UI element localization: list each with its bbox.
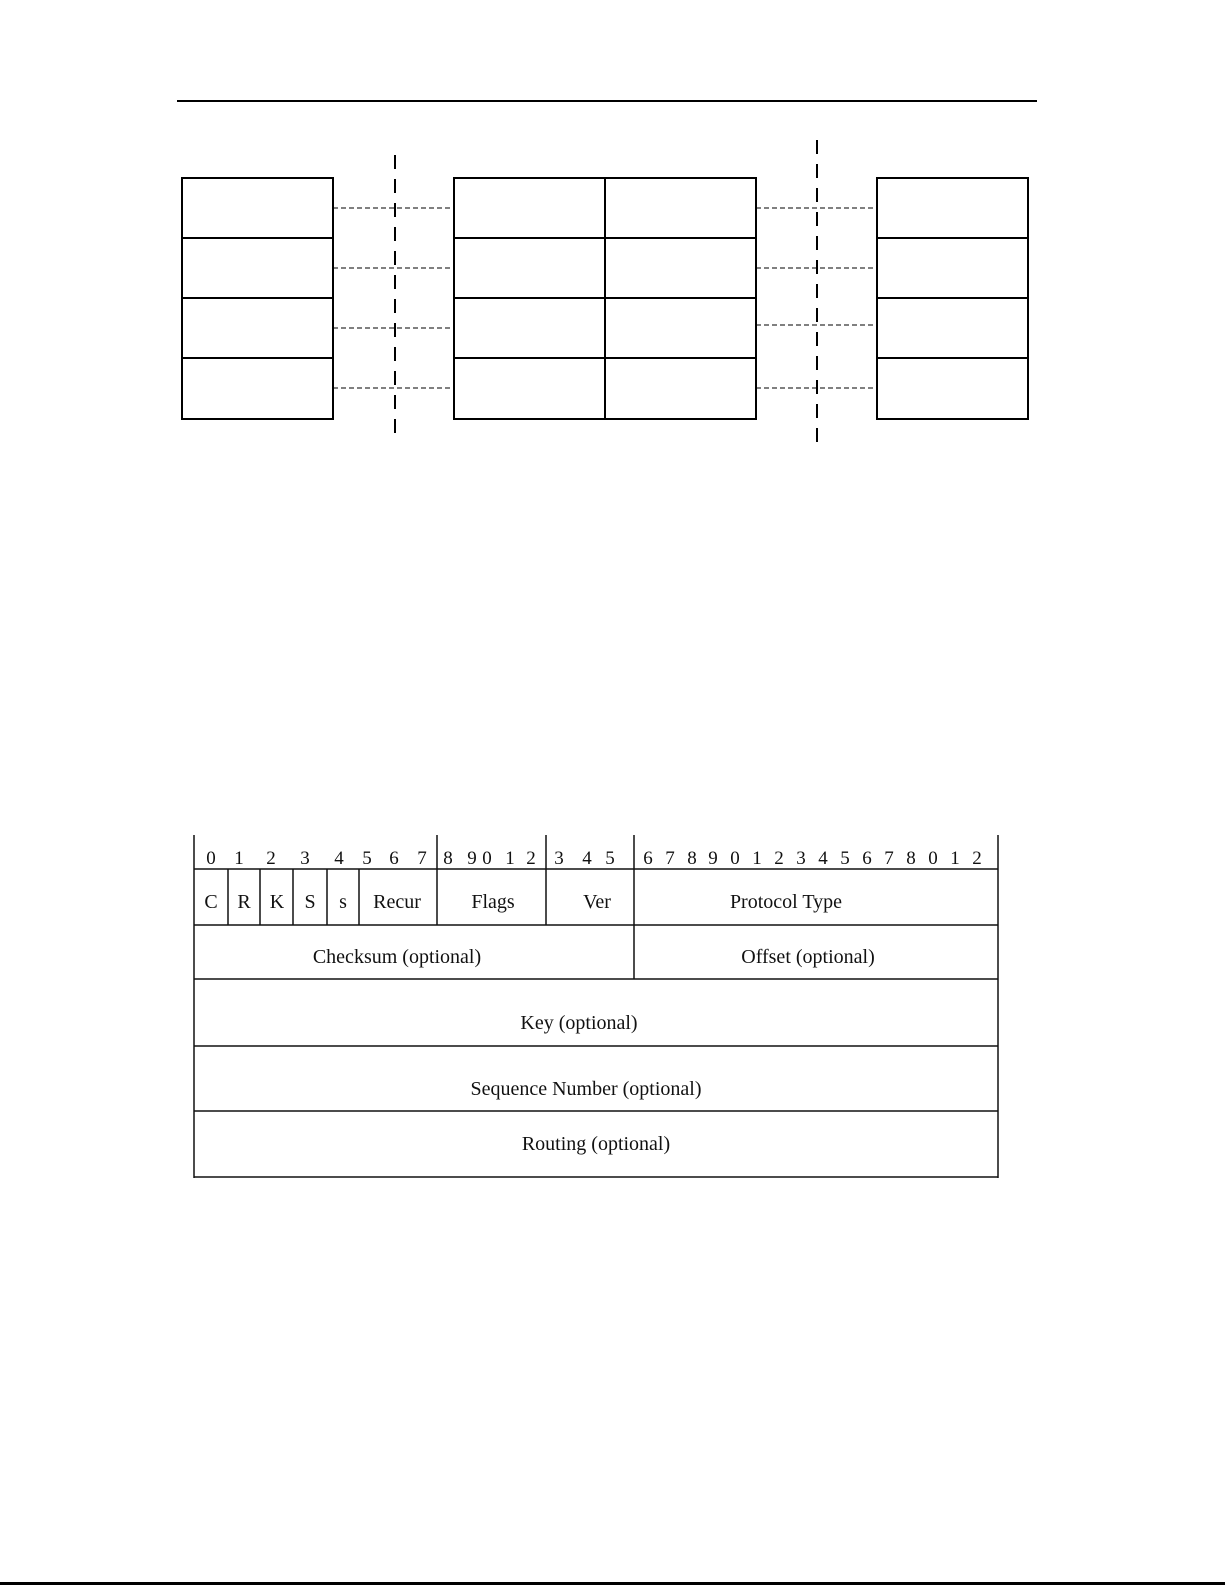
bit-19: 9 — [708, 848, 718, 869]
field-recur: Recur — [373, 891, 421, 913]
bit-15: 5 — [605, 848, 615, 869]
bit-3: 3 — [300, 848, 310, 869]
bit-30: 1 — [950, 848, 960, 869]
bit-29: 0 — [928, 848, 938, 869]
bit-number-row — [206, 848, 982, 869]
field-s-lower: s — [339, 891, 347, 913]
bit-5: 5 — [362, 848, 372, 869]
bit-13: 3 — [554, 848, 564, 869]
field-r: R — [237, 891, 251, 913]
bit-6: 6 — [389, 848, 399, 869]
field-c: C — [204, 891, 218, 913]
bit-8: 8 — [443, 848, 453, 869]
bit-11: 1 — [505, 848, 515, 869]
bit-9: 9 — [467, 848, 477, 869]
field-ver: Ver — [583, 891, 611, 913]
bit-18: 8 — [687, 848, 697, 869]
bit-17: 7 — [665, 848, 675, 869]
bit-20: 0 — [730, 848, 740, 869]
bit-14: 4 — [582, 848, 592, 869]
bit-0: 0 — [206, 848, 216, 869]
field-sequence-number: Sequence Number (optional) — [470, 1078, 702, 1100]
bit-26: 6 — [862, 848, 872, 869]
field-checksum: Checksum (optional) — [312, 946, 482, 968]
field-offset: Offset (optional) — [741, 946, 875, 968]
field-s-upper: S — [304, 891, 316, 913]
field-key: Key (optional) — [520, 1012, 638, 1034]
field-routing: Routing (optional) — [521, 1133, 671, 1155]
bit-4: 4 — [334, 848, 344, 869]
bit-27: 7 — [884, 848, 894, 869]
bit-10: 0 — [482, 848, 492, 869]
bit-31: 2 — [972, 848, 982, 869]
field-k: K — [269, 891, 285, 913]
bit-2: 2 — [266, 848, 276, 869]
field-flags: Flags — [471, 891, 515, 913]
bit-21: 1 — [752, 848, 762, 869]
bit-12: 2 — [526, 848, 536, 869]
field-protocol-type: Protocol Type — [729, 891, 843, 913]
bit-16: 6 — [643, 848, 653, 869]
bit-7: 7 — [417, 848, 427, 869]
bit-22: 2 — [774, 848, 784, 869]
bit-1: 1 — [234, 848, 244, 869]
bit-24: 4 — [818, 848, 828, 869]
bit-23: 3 — [796, 848, 806, 869]
bit-28: 8 — [906, 848, 916, 869]
bit-25: 5 — [840, 848, 850, 869]
